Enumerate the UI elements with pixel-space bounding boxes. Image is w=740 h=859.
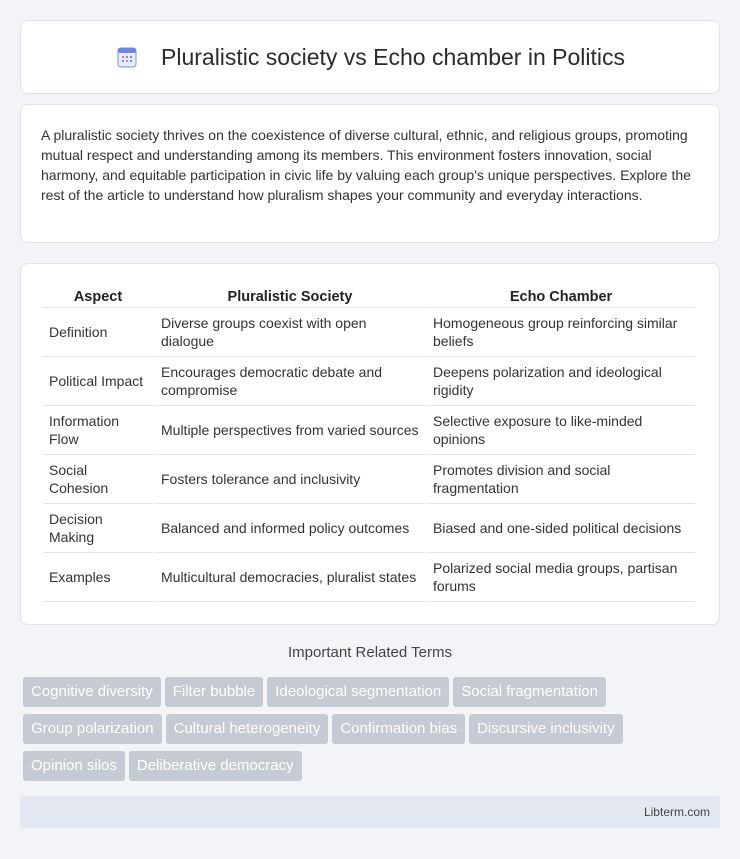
related-term-tag[interactable]: Discursive inclusivity xyxy=(469,714,623,744)
related-term-tag[interactable]: Opinion silos xyxy=(23,751,125,781)
header-card xyxy=(20,20,720,94)
table-cell: Homogeneous group reinforcing similar beliefs xyxy=(427,308,695,357)
related-term-tag[interactable]: Confirmation bias xyxy=(332,714,465,744)
footer xyxy=(20,796,720,828)
related-terms-tags xyxy=(23,677,703,788)
footer-site[interactable]: Libterm.com xyxy=(643,805,710,819)
table-cell: Biased and one-sided political decisions xyxy=(427,504,695,553)
table-cell: Polarized social media groups, partisan forums xyxy=(427,553,695,602)
table-cell: Diverse groups coexist with open dialogue xyxy=(155,308,425,357)
related-term-tag[interactable]: Ideological segmentation xyxy=(267,677,449,707)
table-header-row xyxy=(43,284,695,308)
related-term-tag[interactable]: Cultural heterogeneity xyxy=(166,714,329,744)
related-terms-section xyxy=(20,644,720,661)
table-cell: Fosters tolerance and inclusivity xyxy=(155,455,425,504)
table-cell: Selective exposure to like-minded opinions xyxy=(427,406,695,455)
column-header: Echo Chamber xyxy=(427,284,695,308)
column-header: Pluralistic Society xyxy=(155,284,425,308)
comparison-table xyxy=(41,284,697,602)
table-cell: Social Cohesion xyxy=(43,455,153,504)
table-cell: Information Flow xyxy=(43,406,153,455)
table-cell: Promotes division and social fragmentation xyxy=(427,455,695,504)
table-row xyxy=(43,553,695,602)
table-cell: Deepens polarization and ideological rigidity xyxy=(427,357,695,406)
table-row xyxy=(43,357,695,406)
comparison-card xyxy=(20,263,720,625)
table-cell: Examples xyxy=(43,553,153,602)
page-title: Pluralistic society vs Echo chamber in Politics xyxy=(161,43,625,70)
table-row xyxy=(43,455,695,504)
table-cell: Political Impact xyxy=(43,357,153,406)
document-icon xyxy=(115,45,139,69)
related-terms-title: Important Related Terms xyxy=(288,644,452,661)
related-term-tag[interactable]: Cognitive diversity xyxy=(23,677,161,707)
intro-text: A pluralistic society thrives on the coexistence of diverse cultural, ethnic, and religious groups, promoting mutual respect and understanding among its members. This environment fosters innovation, social harmony, and equitable participation in civic life by valuing each group's unique perspectives. Explore the rest of the article to understand how pluralism shapes your community and everyday interactions. xyxy=(41,127,691,203)
table-row xyxy=(43,406,695,455)
table-row xyxy=(43,504,695,553)
table-cell: Multiple perspectives from varied sources xyxy=(155,406,425,455)
intro-card xyxy=(20,104,720,243)
related-term-tag[interactable]: Group polarization xyxy=(23,714,162,744)
table-cell: Multicultural democracies, pluralist states xyxy=(155,553,425,602)
table-cell: Balanced and informed policy outcomes xyxy=(155,504,425,553)
related-term-tag[interactable]: Deliberative democracy xyxy=(129,751,302,781)
table-cell: Definition xyxy=(43,308,153,357)
table-row xyxy=(43,308,695,357)
related-term-tag[interactable]: Filter bubble xyxy=(165,677,264,707)
table-cell: Encourages democratic debate and compromise xyxy=(155,357,425,406)
column-header: Aspect xyxy=(43,284,153,308)
related-term-tag[interactable]: Social fragmentation xyxy=(453,677,606,707)
table-cell: Decision Making xyxy=(43,504,153,553)
